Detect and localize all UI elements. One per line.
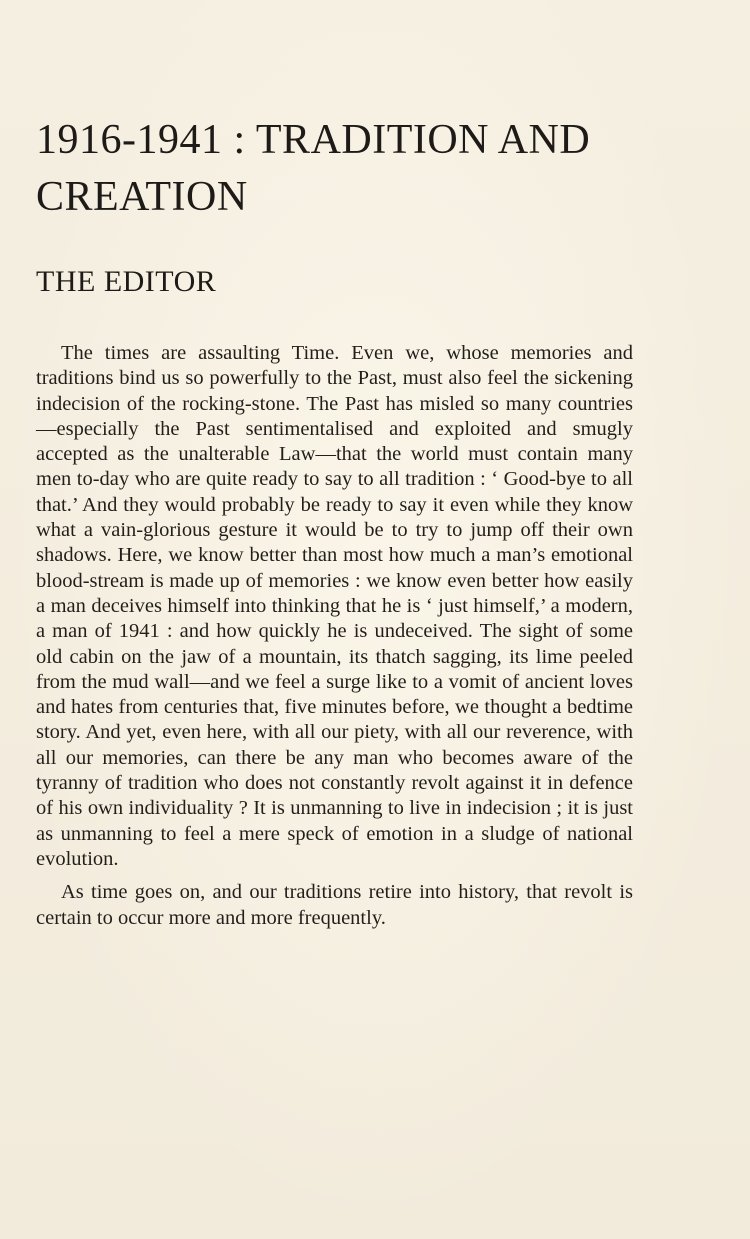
article-author: THE EDITOR <box>36 265 217 298</box>
paragraph-1: The times are assaulting Time. Even we, whose memories and traditions bind us so powerfully to the Past, must also feel the sickening indecision of the rocking-stone. The Past has misled so many countries—especially the Past sentimentalised and exploited and smugly accepted as the unalterable Law—that the world must contain many men to-day who are quite ready to say to all tradition : ‘ Good-bye to all that.’ And they would probably be ready to say it even while they know what a vain-glorious gesture it would be to try to jump off their own shadows. Here, we know better than most how much a man’s emotional blood-stream is made up of memories : we know even better how easily a man deceives himself into thinking that he is ‘ just himself,’ a modern, a man of 1941 : and how quickly he is undeceived. The sight of some old cabin on the jaw of a mountain, its thatch sagging, its lime peeled from the mud wall—and we feel a surge like to a vomit of ancient loves and hates from centuries that, five minutes before, we thought a bedtime story. And yet, even here, with all our piety, with all our reverence, with all our memories, can there be any man who becomes aware of the tyranny of tradition who does not constantly revolt against it in defence of his own individuality ? It is unmanning to live in indecision ; it is just as unmanning to feel a mere speck of emotion in a sludge of national evolution. <box>36 342 633 870</box>
article-body <box>36 341 633 939</box>
article-title: 1916-1941 : TRADITION AND CREATION <box>36 117 591 220</box>
paragraph-2: As time goes on, and our traditions retire into history, that revolt is certain to occur more and more frequently. <box>36 881 633 929</box>
